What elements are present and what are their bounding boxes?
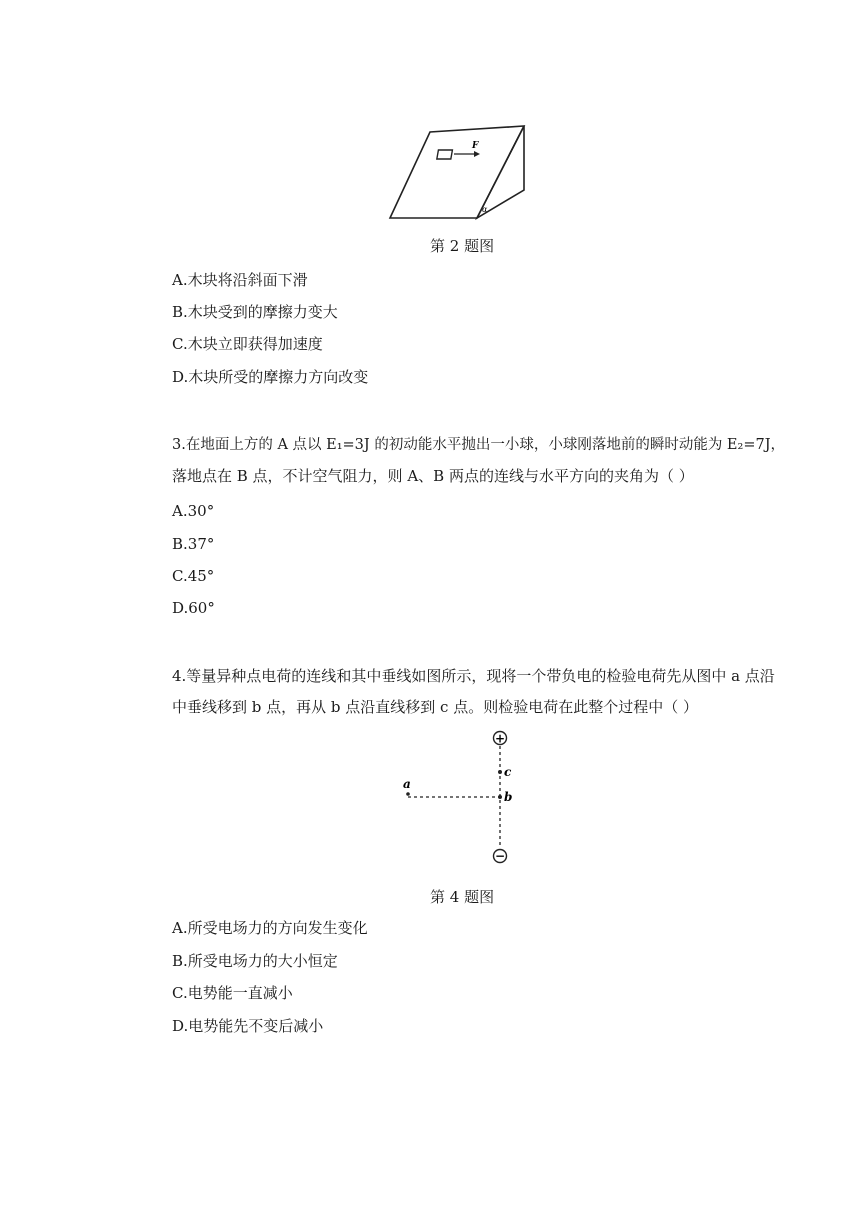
- wood-block: [437, 150, 453, 159]
- point-c: [498, 770, 502, 774]
- label-a: a: [403, 777, 411, 791]
- q2-option-b: B.木块受到的摩擦力变大: [172, 303, 338, 321]
- q3-option-a: A.30°: [172, 502, 215, 520]
- q4-stem-line1: 4.等量异种点电荷的连线和其中垂线如图所示，现将一个带负电的检验电荷先从图中 a 点沿: [172, 667, 775, 685]
- q4-option-d: D.电势能先不变后减小: [172, 1017, 324, 1035]
- force-label: F: [472, 141, 479, 151]
- label-b: b: [504, 790, 513, 804]
- q4-charges-figure: [396, 726, 526, 866]
- q3-stem-line1: 3.在地面上方的 A 点以 E₁=3J 的初动能水平抛出一小球，小球刚落地前的瞬时动能为 E₂=7J，: [172, 437, 786, 453]
- angle-label: α: [482, 205, 488, 214]
- point-a: [406, 792, 410, 796]
- q2-caption: 第 2 题图: [430, 237, 495, 255]
- q3-stem-line2: 落地点在 B 点，不计空气阻力，则 A、B 两点的连线与水平方向的夹角为（ ）: [172, 467, 694, 485]
- point-b: [498, 795, 502, 799]
- q4-option-c: C.电势能一直减小: [172, 984, 293, 1002]
- force-arrow-head: [474, 151, 480, 157]
- q2-option-a: A.木块将沿斜面下滑: [172, 271, 308, 289]
- q3-option-d: D.60°: [172, 599, 215, 617]
- negative-charge-symbol: −: [494, 849, 506, 863]
- q2-option-d: D.木块所受的摩擦力方向改变: [172, 368, 369, 386]
- q4-caption: 第 4 题图: [430, 888, 495, 906]
- incline-surface: [390, 126, 524, 218]
- q2-option-c: C.木块立即获得加速度: [172, 335, 323, 353]
- q3-option-c: C.45°: [172, 567, 215, 585]
- positive-charge-symbol: +: [494, 731, 506, 746]
- label-c: c: [504, 765, 512, 779]
- q3-option-b: B.37°: [172, 535, 215, 553]
- q4-stem-line2: 中垂线移到 b 点，再从 b 点沿直线移到 c 点。则检验电荷在此整个过程中（ ）: [172, 698, 698, 716]
- q4-option-b: B.所受电场力的大小恒定: [172, 952, 338, 970]
- q4-option-a: A.所受电场力的方向发生变化: [172, 919, 368, 937]
- q2-incline-figure: [382, 124, 532, 224]
